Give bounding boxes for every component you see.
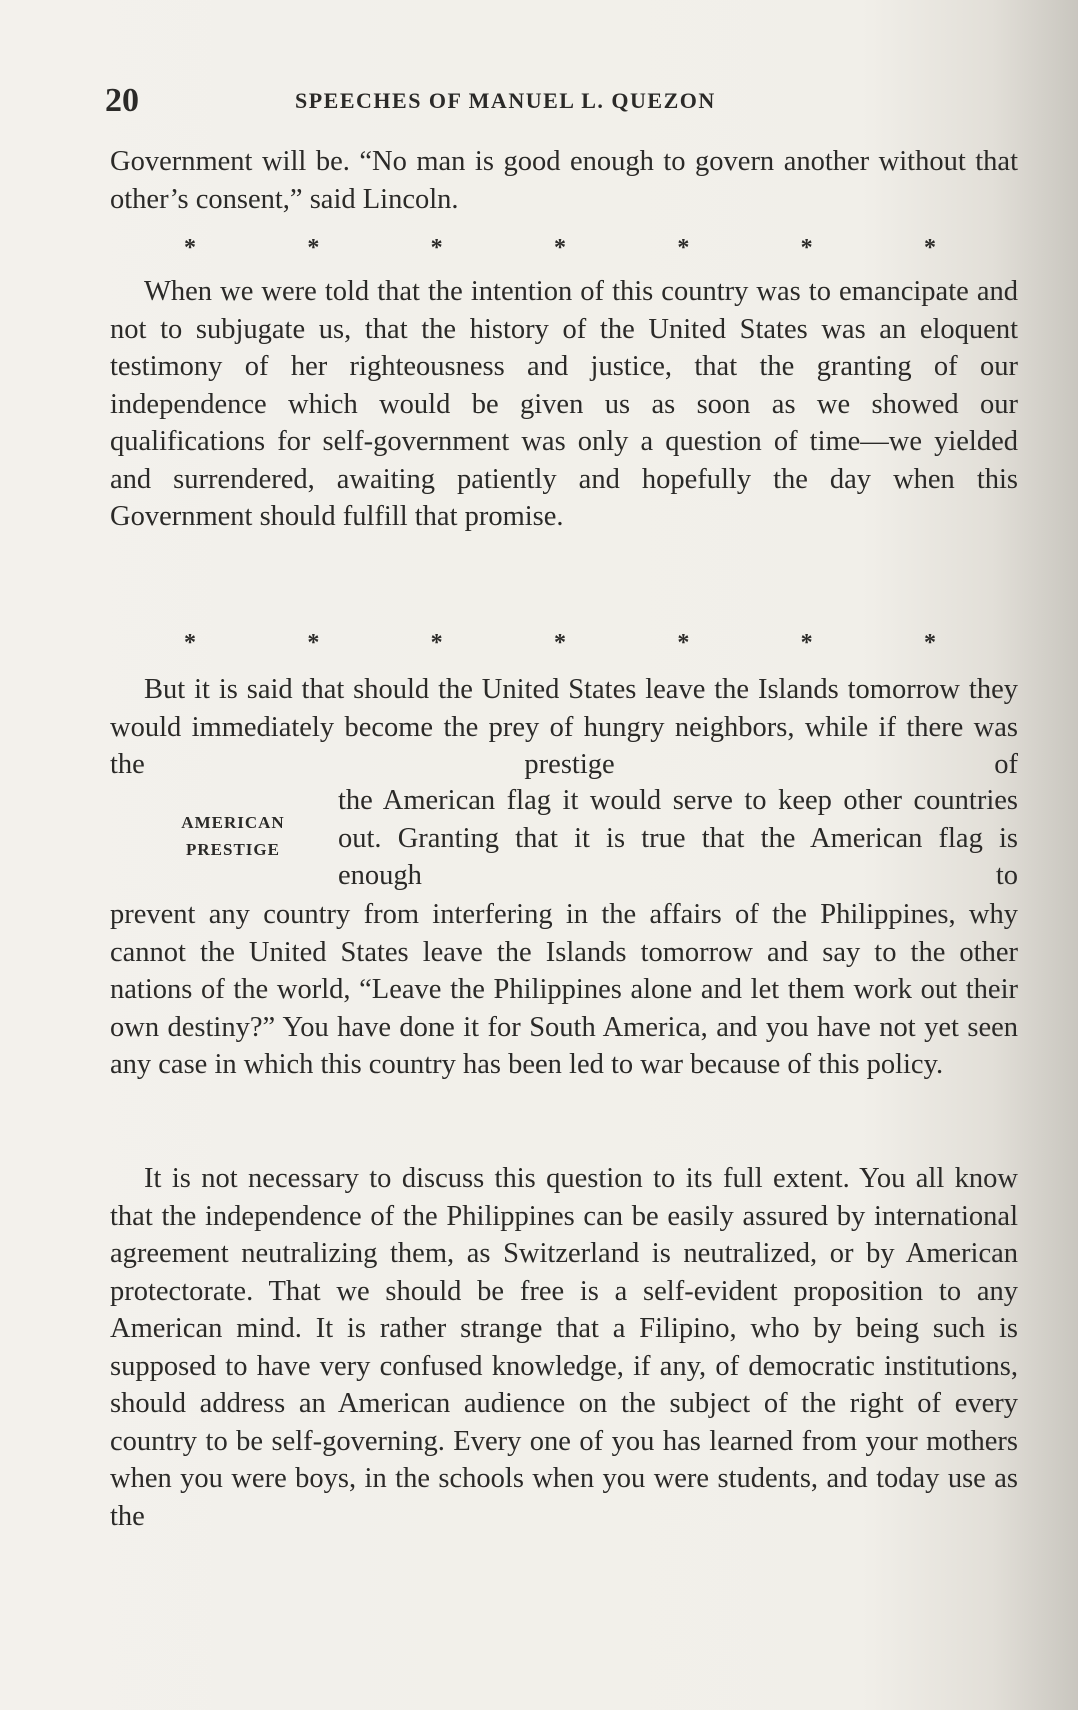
running-head: SPEECHES OF MANUEL L. QUEZON xyxy=(295,88,716,113)
separator-star: * xyxy=(553,630,566,656)
paragraph-prestige-continued: prevent any country from interfering in the affairs of the Philippines, why cannot the United States leave the Islands tomorrow and say to the other nations of the world, “Leave the Philippines alone and let them work out their own destiny?” You have done it for South America, and you have not yet seen any case in which this country has been led to war because of this policy. xyxy=(110,899,1018,1080)
sidenote-line: PRESTIGE xyxy=(186,840,280,859)
separator-star: * xyxy=(800,630,813,656)
separator-star: * xyxy=(430,630,443,656)
paragraph-lincoln-quote: Government will be. “No man is good enough to govern another without that other’s consent,” said Lincoln. xyxy=(110,146,1018,215)
separator-star: * xyxy=(677,235,690,261)
separator-star: * xyxy=(430,235,443,261)
separator-star: * xyxy=(677,630,690,656)
sidenote-line: AMERICAN xyxy=(181,813,285,832)
separator-star: * xyxy=(923,235,936,261)
paragraph-prestige-side: the American flag it would serve to keep other countries out. Granting that it is true that the American flag is enough to xyxy=(338,785,1018,891)
section-separator xyxy=(180,235,940,265)
paragraph-prestige-opening: But it is said that should the United States leave the Islands tomorrow they would immediately become the prey of hungry neighbors, while if there was the prestige of xyxy=(110,674,1018,780)
page-header xyxy=(105,82,1015,130)
sidenote-block xyxy=(110,782,1018,897)
separator-star: * xyxy=(923,630,936,656)
margin-sidenote xyxy=(158,809,308,863)
paragraph-independence: It is not necessary to discuss this question to its full extent. You all know that the independence of the Philippines can be easily assured by international agreement neutralizing them, as Switzerland is neutralized, or by American protectorate. That we should be free is a self-evident proposition to any American mind. It is rather strange that a Filipino, who by being such is supposed to have very confused knowledge, if any, of democratic institutions, should address an American audience on the subject of the right of every country to be self-governing. Every one of you has learned from your mothers when you were boys, in the schools when you were students, and today use as the xyxy=(110,1163,1018,1532)
paragraph-emancipation: When we were told that the intention of this country was to emancipate and not to subjugate us, that the history of the United States was an eloquent testimony of her righteousness and justice, that the granting of our independence which would be given us as soon as we showed our qualifications for self-government was only a question of time—we yielded and surrendered, awaiting patiently and hopefully the day when this Government should fulfill that promise. xyxy=(110,276,1018,532)
separator-star: * xyxy=(184,630,196,656)
separator-star: * xyxy=(307,630,320,656)
separator-star: * xyxy=(553,235,566,261)
separator-star: * xyxy=(800,235,813,261)
page-number: 20 xyxy=(105,82,139,119)
section-separator xyxy=(180,630,940,660)
separator-star: * xyxy=(184,235,196,261)
separator-star: * xyxy=(307,235,320,261)
